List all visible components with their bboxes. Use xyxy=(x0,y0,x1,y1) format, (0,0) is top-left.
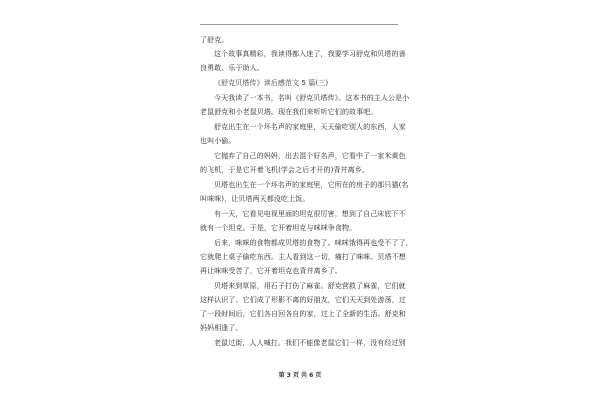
text-line: 老鼠舒克和小老鼠贝塔。现在我们来听听它们的故事吧。 xyxy=(200,108,378,116)
text-line: 的飞机，于是它开着飞机(学会之后才开的)背井离乡。 xyxy=(200,166,369,174)
text-line: 了一段时间后，它们各自回各自的家，过上了全新的生活。舒克和 xyxy=(200,310,406,318)
text-line: 就有一个坦克。于是，它开着坦克与咪咪争食物。 xyxy=(200,224,357,232)
text-line: 这样认识了。它们成了形影不离的好朋友，它们天天到处游荡，过 xyxy=(200,296,406,304)
text-line: 老鼠过街，人人喊打。我们不能像老鼠它们一样，没有经过别 xyxy=(214,339,406,347)
text-line: 它就爬上桌子偷吃东西。主人看到这一切，痛打了咪咪。贝塔不想 xyxy=(200,253,406,261)
text-line: 了舒克。 xyxy=(200,36,229,44)
text-line: 今天我读了一本书，名叫《舒克贝塔传》。这本书的主人公是小 xyxy=(214,94,410,102)
text-line: 叫咪咪)，让贝塔两天都没吃上饭。 xyxy=(200,195,310,203)
text-line: 这个故事真精彩，我读得都入迷了，我要学习舒克和贝塔的善 xyxy=(214,50,406,58)
page-number: 第 3 页 共 6 页 xyxy=(278,372,322,379)
text-line: 舒克出生在一个坏名声的家庭里，天天偷吃别人的东西，人家 xyxy=(214,123,406,131)
header-rule xyxy=(200,24,398,25)
text-line: 贝塔来到草原，用石子打伤了麻雀。舒克营救了麻雀，它们就 xyxy=(214,282,406,290)
text-line: 后来，咪咪的食物都成贝塔的食物了。咪咪饿得再也受不了了， xyxy=(214,239,413,247)
text-line: 有一天，它看见电视里面的坦克很厉害，想到了自己床底下不 xyxy=(214,210,406,218)
text-line: 良勇敢、乐于助人。 xyxy=(200,64,264,72)
text-line: 它抛弃了自己的妈妈，出去混个好名声，它看中了一家米黄色 xyxy=(214,152,406,160)
text-line: 再让咪咪受苦了，它开着坦克也背井离乡了。 xyxy=(200,267,342,275)
text-line: 贝塔也出生在一个坏名声的家庭里，它所在的房子的那只猫(名 xyxy=(214,181,409,189)
text-line: 妈妈相逢了。 xyxy=(200,324,243,332)
section-heading: 《舒克贝塔传》读后感范文 5 篇(三) xyxy=(214,79,329,87)
text-line: 也叫小偷。 xyxy=(200,137,236,145)
